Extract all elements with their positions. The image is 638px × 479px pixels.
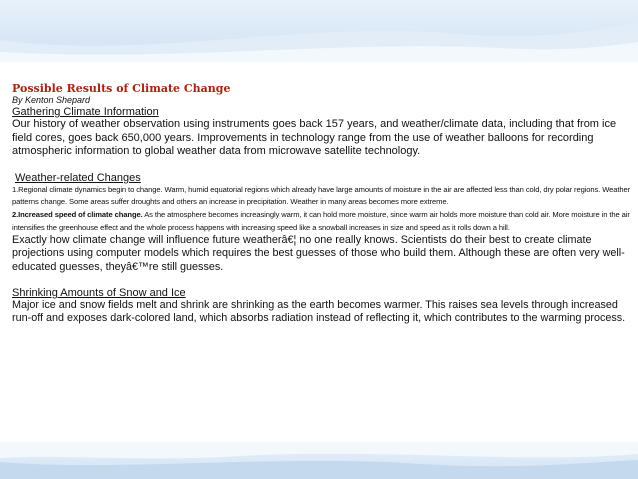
snow-paragraph: Major ice and snow fields melt and shrink are shrinking as the earth becomes warmer. This raises sea levels through increased run-off and exposes dark-colored land, which absorbs radiation instead of reflecting it, which contributes to the warming process. xyxy=(12,299,626,325)
slide-body xyxy=(12,83,632,326)
weather-item-2 xyxy=(12,209,632,234)
header-wave-decoration xyxy=(0,0,638,62)
weather-heading: Weather-related Changes xyxy=(15,171,141,184)
gathering-heading: Gathering Climate Information xyxy=(12,106,159,118)
snow-heading: Shrinking Amounts of Snow and Ice xyxy=(12,287,186,300)
footer-wave-decoration xyxy=(0,442,638,479)
header-band xyxy=(0,0,638,62)
gathering-paragraph: Our history of weather observation using instruments goes back 157 years, and weather/climate data, including that from ice field cores, goes back 650,000 years. Improvements in technology range from the use of weather balloons for recording atmospheric information to global weather data from microwave satellite technology. xyxy=(12,118,617,158)
author-line: By Kenton Shepard xyxy=(12,95,91,105)
weather-closing-paragraph: Exactly how climate change will influence future weatherâ€¦ no one really knows. Scientists do their best to create climate projections using computer models which requires the best guesses of those who build them. Although these are often very well-educated guesses, theyâ€™re still guesses. xyxy=(12,234,625,273)
weather-item-2-label: 2.Increased speed of climate change. xyxy=(12,209,143,219)
spacer xyxy=(12,274,632,286)
footer-band xyxy=(0,442,638,479)
slide-title: Possible Results of Climate Change xyxy=(12,82,231,95)
weather-item-2-body: As the atmosphere becomes increasingly warm, it can hold more moisture, since warm air holds more moisture than cold air. More moisture in the air intensifies the greenhouse effect and the whole process happens with increasing speed like a snowball increases in size and speed as it rolls down a hill. xyxy=(12,209,630,232)
spacer xyxy=(12,159,632,171)
weather-item-1: 1.Regional climate dynamics begin to change. Warm, humid equatorial regions which already have large amounts of moisture in the air are affected less than cold, dry polar regions. Weather patterns change. Some areas suffer droughts and others an increase in precipitation. Weather in many areas becomes more extreme. xyxy=(12,184,631,207)
